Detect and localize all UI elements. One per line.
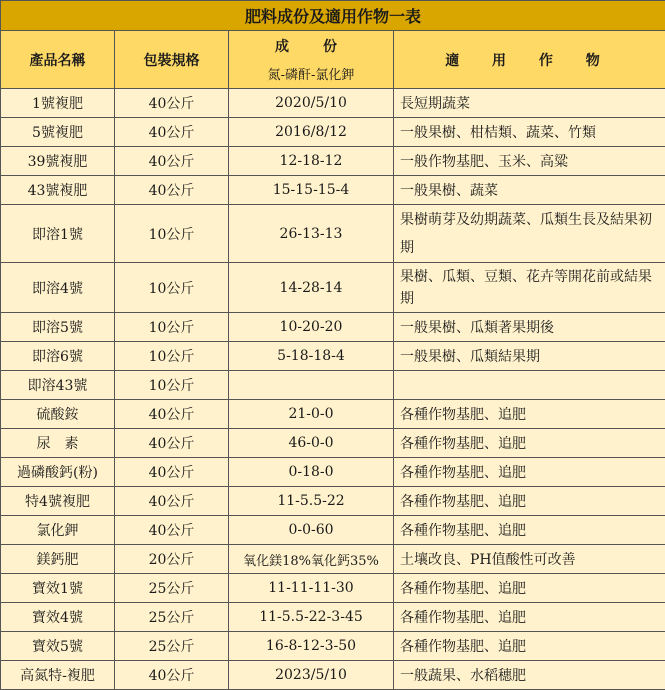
cell-product-name: 即溶43號 <box>1 371 115 400</box>
cell-package: 40公斤 <box>115 516 229 545</box>
cell-composition: 15-15-15-4 <box>229 176 394 205</box>
cell-package: 25公斤 <box>115 603 229 632</box>
cell-package: 40公斤 <box>115 458 229 487</box>
cell-composition: 12-18-12 <box>229 147 394 176</box>
cell-crops: 長短期蔬菜 <box>394 89 665 118</box>
cell-product-name: 寶效1號 <box>1 574 115 603</box>
table-row <box>1 574 665 603</box>
cell-composition: 46-0-0 <box>229 429 394 458</box>
cell-product-name: 即溶5號 <box>1 313 115 342</box>
cell-package: 40公斤 <box>115 661 229 690</box>
cell-crops: 一般蔬果、水稻穗肥 <box>394 661 665 690</box>
cell-crops: 各種作物基肥、追肥 <box>394 516 665 545</box>
table-row <box>1 603 665 632</box>
table-row <box>1 118 665 147</box>
cell-composition: 10-20-20 <box>229 313 394 342</box>
cell-composition: 2020/5/10 <box>229 89 394 118</box>
cell-composition: 14-28-14 <box>229 263 394 313</box>
cell-product-name: 硫酸銨 <box>1 400 115 429</box>
cell-product-name: 高氮特-複肥 <box>1 661 115 690</box>
cell-product-name: 39號複肥 <box>1 147 115 176</box>
cell-composition: 氧化鎂18%氧化鈣35% <box>229 545 394 574</box>
table-row <box>1 661 665 690</box>
cell-package: 10公斤 <box>115 342 229 371</box>
cell-product-name: 即溶6號 <box>1 342 115 371</box>
cell-product-name: 即溶1號 <box>1 205 115 263</box>
table-row <box>1 429 665 458</box>
cell-composition: 11-5.5-22 <box>229 487 394 516</box>
header-composition-sub: 氮-磷酐-氯化鉀 <box>229 64 393 83</box>
table-row <box>1 545 665 574</box>
cell-crops: 一般果樹、蔬菜 <box>394 176 665 205</box>
cell-product-name: 寶效5號 <box>1 632 115 661</box>
table-row <box>1 632 665 661</box>
cell-package: 10公斤 <box>115 263 229 313</box>
table-row <box>1 89 665 118</box>
cell-crops: 各種作物基肥、追肥 <box>394 400 665 429</box>
header-product-name: 產品名稱 <box>1 31 115 89</box>
cell-crops: 一般果樹、瓜類結果期 <box>394 342 665 371</box>
cell-composition <box>229 371 394 400</box>
cell-package: 25公斤 <box>115 632 229 661</box>
cell-composition: 16-8-12-3-50 <box>229 632 394 661</box>
table-title: 肥料成份及適用作物一表 <box>1 1 665 31</box>
cell-product-name: 5號複肥 <box>1 118 115 147</box>
header-package: 包裝規格 <box>115 31 229 89</box>
cell-product-name: 尿 素 <box>1 429 115 458</box>
table-row <box>1 400 665 429</box>
table-row <box>1 263 665 313</box>
cell-package: 40公斤 <box>115 487 229 516</box>
cell-composition: 2023/5/10 <box>229 661 394 690</box>
cell-composition: 0-18-0 <box>229 458 394 487</box>
cell-package: 40公斤 <box>115 400 229 429</box>
cell-package: 10公斤 <box>115 313 229 342</box>
cell-crops: 各種作物基肥、追肥 <box>394 603 665 632</box>
table-row <box>1 205 665 263</box>
cell-package: 20公斤 <box>115 545 229 574</box>
cell-crops: 各種作物基肥、追肥 <box>394 458 665 487</box>
table-row <box>1 458 665 487</box>
header-composition-main: 成 份 <box>229 36 393 56</box>
cell-package: 10公斤 <box>115 205 229 263</box>
cell-package: 40公斤 <box>115 429 229 458</box>
cell-package: 10公斤 <box>115 371 229 400</box>
cell-package: 40公斤 <box>115 89 229 118</box>
table-title-row <box>1 1 665 31</box>
header-composition <box>229 31 394 89</box>
table-row <box>1 516 665 545</box>
cell-product-name: 過磷酸鈣(粉) <box>1 458 115 487</box>
cell-composition: 5-18-18-4 <box>229 342 394 371</box>
cell-composition: 11-11-11-30 <box>229 574 394 603</box>
cell-product-name: 43號複肥 <box>1 176 115 205</box>
cell-crops: 各種作物基肥、追肥 <box>394 574 665 603</box>
cell-product-name: 鎂鈣肥 <box>1 545 115 574</box>
cell-product-name: 氯化鉀 <box>1 516 115 545</box>
cell-package: 40公斤 <box>115 176 229 205</box>
cell-crops: 各種作物基肥、追肥 <box>394 487 665 516</box>
cell-product-name: 1號複肥 <box>1 89 115 118</box>
cell-composition: 2016/8/12 <box>229 118 394 147</box>
cell-package: 40公斤 <box>115 147 229 176</box>
cell-product-name: 寶效4號 <box>1 603 115 632</box>
table-row <box>1 371 665 400</box>
cell-composition: 21-0-0 <box>229 400 394 429</box>
cell-package: 25公斤 <box>115 574 229 603</box>
cell-crops <box>394 371 665 400</box>
cell-crops: 一般作物基肥、玉米、高粱 <box>394 147 665 176</box>
cell-crops: 果樹萌芽及幼期蔬菜、瓜類生長及結果初期 <box>394 205 665 263</box>
table-row <box>1 487 665 516</box>
cell-crops: 各種作物基肥、追肥 <box>394 632 665 661</box>
cell-crops: 各種作物基肥、追肥 <box>394 429 665 458</box>
header-crops: 適 用 作 物 <box>394 31 665 89</box>
table-row <box>1 147 665 176</box>
table-body <box>1 89 665 690</box>
cell-composition: 26-13-13 <box>229 205 394 263</box>
table-row <box>1 176 665 205</box>
cell-product-name: 即溶4號 <box>1 263 115 313</box>
cell-composition: 0-0-60 <box>229 516 394 545</box>
cell-crops: 土壤改良、PH值酸性可改善 <box>394 545 665 574</box>
cell-crops: 果樹、瓜類、豆類、花卉等開花前或結果期 <box>394 263 665 313</box>
cell-composition: 11-5.5-22-3-45 <box>229 603 394 632</box>
table-header-row <box>1 31 665 89</box>
cell-crops: 一般果樹、柑桔類、蔬菜、竹類 <box>394 118 665 147</box>
table-row <box>1 313 665 342</box>
cell-package: 40公斤 <box>115 118 229 147</box>
cell-product-name: 特4號複肥 <box>1 487 115 516</box>
table-row <box>1 342 665 371</box>
cell-crops: 一般果樹、瓜類著果期後 <box>394 313 665 342</box>
